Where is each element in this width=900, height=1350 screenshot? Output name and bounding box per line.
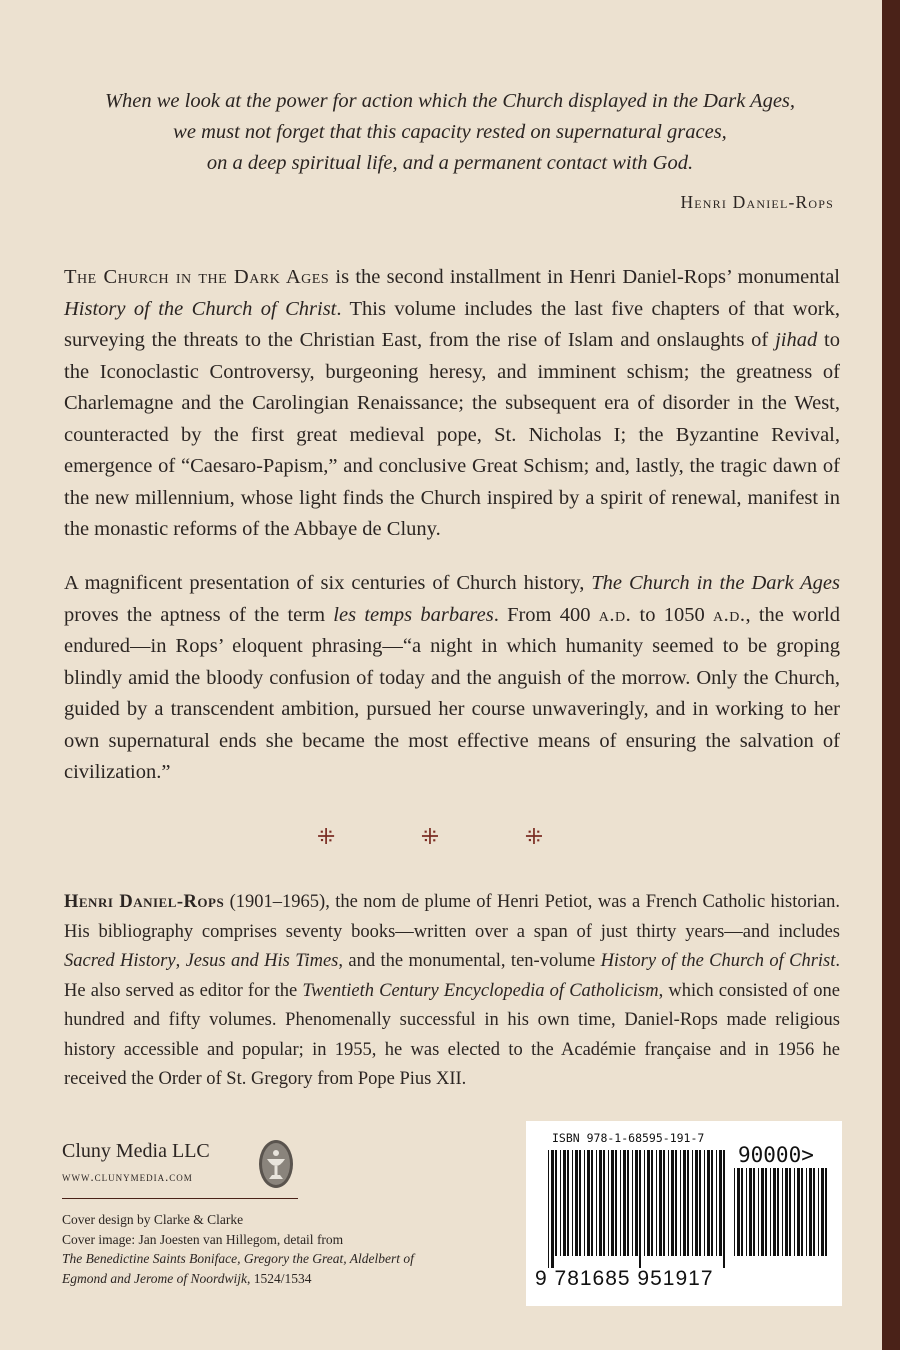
barcode-bar	[711, 1150, 713, 1256]
barcode-bar	[692, 1150, 693, 1256]
barcode-bar	[671, 1150, 674, 1256]
barcode-bar	[801, 1168, 803, 1256]
era-ad-1: a.d.	[598, 603, 632, 626]
spine-edge	[882, 0, 900, 1350]
credit-artwork	[62, 1249, 462, 1288]
barcode-bar	[591, 1150, 593, 1256]
bio-book-3: History of the Church of Christ	[600, 951, 836, 971]
barcode-bar	[563, 1150, 566, 1256]
barcode-bar	[785, 1168, 788, 1256]
isbn-label: ISBN 978-1-68595-191-7	[552, 1131, 705, 1145]
barcode-bar	[680, 1150, 681, 1256]
epigraph-line-3: on a deep spiritual life, and a permanent contact with God.	[206, 152, 694, 174]
bio-text-1: (1901–1965), the nom de plume of Henri Petiot, was a French Catholic historian. His bibliography comprises seventy books—written over a span of just thirty years—and includes	[64, 892, 840, 942]
barcode-bar	[719, 1150, 722, 1256]
barcode-bar	[627, 1150, 629, 1256]
bio-text-2: ,	[175, 951, 186, 971]
barcode-bar	[555, 1150, 557, 1256]
barcode-bar	[809, 1168, 812, 1256]
author-bio	[64, 888, 840, 1095]
epigraph-line-1: When we look at the power for action which the Church displayed in the Dark Ages,	[104, 90, 796, 112]
para2-text-5: , the world endured—in Rops’ eloquent phrasing—“a night in which humanity seemed to be groping blindly amid the bloody confusion of today and the anguish of the morrow. Only the Church, guided by a transcendent ambition, pursued her course unwaveringly, and in working to her own supernatural ends she became the most effective means of ensuring the salvation of civilization.”	[64, 603, 840, 783]
barcode-bar	[651, 1150, 653, 1256]
barcode-bar	[584, 1150, 585, 1256]
barcode-bar	[746, 1168, 747, 1256]
barcode-bar	[647, 1150, 650, 1256]
bio-text-4: . He also served as editor for the	[64, 951, 841, 1001]
para2-text-2: proves the aptness of the term	[64, 603, 334, 626]
book-title-italic: The Church in the Dark Ages	[591, 572, 840, 594]
barcode-bar	[608, 1150, 609, 1256]
credit-design: Cover design by Clarke & Clarke	[62, 1212, 244, 1227]
work-title: History of the Church of Christ	[64, 297, 337, 320]
para2-text-4: to 1050	[631, 603, 713, 626]
barcode-bar	[699, 1150, 701, 1256]
chalice-logo-icon	[258, 1139, 294, 1189]
price-barcode	[734, 1168, 832, 1268]
barcode-bar	[765, 1168, 767, 1256]
barcode-bar	[741, 1168, 743, 1256]
barcode-bar	[773, 1168, 776, 1256]
description-paragraph-2	[64, 568, 840, 789]
barcode-bar	[635, 1150, 638, 1256]
barcode-bar	[623, 1150, 626, 1256]
barcode-bar	[587, 1150, 590, 1256]
barcode-bar	[687, 1150, 689, 1256]
barcode-bar	[749, 1168, 752, 1256]
barcode-bar	[782, 1168, 783, 1256]
barcode-bar	[575, 1150, 578, 1256]
barcode-bar	[704, 1150, 705, 1256]
barcode-bar	[656, 1150, 657, 1256]
barcode-bar	[818, 1168, 819, 1256]
ornament-divider: ⁜ ⁜ ⁜	[316, 824, 584, 849]
para1-text-1: is the second installment in Henri Daniel-Rops’ monumental	[329, 266, 840, 288]
barcode-bar	[663, 1150, 665, 1256]
publisher-rule	[62, 1198, 298, 1199]
para2-text-1: A magnificent presentation of six centuries of Church history,	[64, 572, 592, 594]
barcode-bar	[777, 1168, 779, 1256]
bio-text-5: , which consisted of one hundred and fifty volumes. Phenomenally successful in his own time, Daniel-Rops made religious history accessible and popular; in 1955, he was elected to the Académie française and in 1956 he received the Order of St. Gregory from Pope Pius XII.	[64, 980, 840, 1089]
para1-text-2: . This volume includes the last five chapters of that work, surveying the threats to the Christian East, from the rise of Islam and onslaughts of	[64, 297, 840, 351]
barcode-bar	[567, 1150, 569, 1256]
bio-book-4: Twentieth Century Encyclopedia of Catholicism	[302, 980, 659, 1001]
barcode-bar	[695, 1150, 698, 1256]
bio-book-2: Jesus and His Times	[185, 951, 339, 971]
era-ad-2: a.d.	[712, 603, 746, 626]
french-term: les temps barbares	[333, 603, 494, 626]
barcode-bar	[797, 1168, 800, 1256]
description-paragraph-1	[64, 262, 840, 546]
barcode-bar	[644, 1150, 645, 1256]
barcode-bar	[707, 1150, 710, 1256]
barcode-bar	[615, 1150, 617, 1256]
barcode-bar	[548, 1150, 549, 1268]
price-code: 90000>	[738, 1143, 814, 1167]
barcode-bar	[639, 1150, 641, 1268]
epigraph-line-2: we must not forget that this capacity rested on supernatural graces,	[173, 121, 727, 143]
barcode-bar	[813, 1168, 815, 1256]
barcode-bar	[821, 1168, 824, 1256]
barcode-bar	[668, 1150, 669, 1256]
book-title: The Church in the Dark Ages	[64, 266, 330, 288]
bio-author-name: Henri Daniel-Rops	[64, 892, 225, 912]
artwork-date: , 1524/1534	[246, 1270, 312, 1286]
bio-book-1: Sacred History	[64, 951, 176, 971]
barcode-bar	[551, 1150, 554, 1268]
barcode-bar	[789, 1168, 791, 1256]
publisher-url: www.clunymedia.com	[62, 1170, 193, 1184]
barcode-bar	[611, 1150, 614, 1256]
barcode-bar	[723, 1150, 725, 1268]
barcode-bar	[758, 1168, 759, 1256]
barcode-bar	[806, 1168, 807, 1256]
barcode-bar	[659, 1150, 662, 1256]
barcode-bar	[579, 1150, 581, 1256]
barcode-bar	[632, 1150, 633, 1256]
barcode-bar	[794, 1168, 795, 1256]
jihad-term: jihad	[775, 329, 818, 351]
barcode-bar	[675, 1150, 677, 1256]
barcode-bar	[761, 1168, 764, 1256]
barcode-bar	[599, 1150, 602, 1256]
epigraph-attribution: Henri Daniel-Rops	[680, 192, 834, 212]
barcode-bar	[734, 1168, 735, 1256]
credit-image: Cover image: Jan Joesten van Hillegom, detail from	[62, 1231, 344, 1247]
para1-text-3: to the Iconoclastic Controversy, burgeoning heresy, and imminent schism; the greatness of Charlemagne and the Carolingian Renaissance; the subsequent era of disorder in the West, counteracted by the first great medieval pope, St. Nicholas I; the Byzantine Revival, emergence of “Caesaro-Papism,” and conclusive Great Schism; and, lastly, the tragic dawn of the new millennium, whose light finds the Church inspired by a spirit of renewal, manifest in the monastic reforms of the Abbaye de Cluny.	[64, 329, 840, 540]
barcode-bar	[683, 1150, 686, 1256]
barcode-bar	[716, 1150, 717, 1256]
barcode-bar	[560, 1150, 561, 1256]
barcode-bar	[603, 1150, 605, 1256]
artwork-title: The Benedictine Saints Boniface, Gregory the Great, Aldelbert of Egmond and Jerome of Noordwijk	[62, 1251, 414, 1286]
isbn-digits: 9 781685 951917	[535, 1267, 714, 1290]
barcode-bar	[596, 1150, 597, 1256]
publisher-name: Cluny Media LLC	[62, 1140, 210, 1162]
barcode-bar	[825, 1168, 827, 1256]
barcode-bar	[620, 1150, 621, 1256]
bio-text-3: , and the monumental, ten-volume	[338, 951, 601, 971]
para2-text-3: . From 400	[493, 603, 599, 626]
barcode-bar	[753, 1168, 755, 1256]
barcode-bar	[572, 1150, 573, 1256]
epigraph	[60, 86, 840, 179]
cover-credits	[62, 1210, 462, 1288]
isbn-barcode	[548, 1150, 730, 1268]
barcode-bar	[770, 1168, 771, 1256]
barcode-bar	[737, 1168, 740, 1256]
